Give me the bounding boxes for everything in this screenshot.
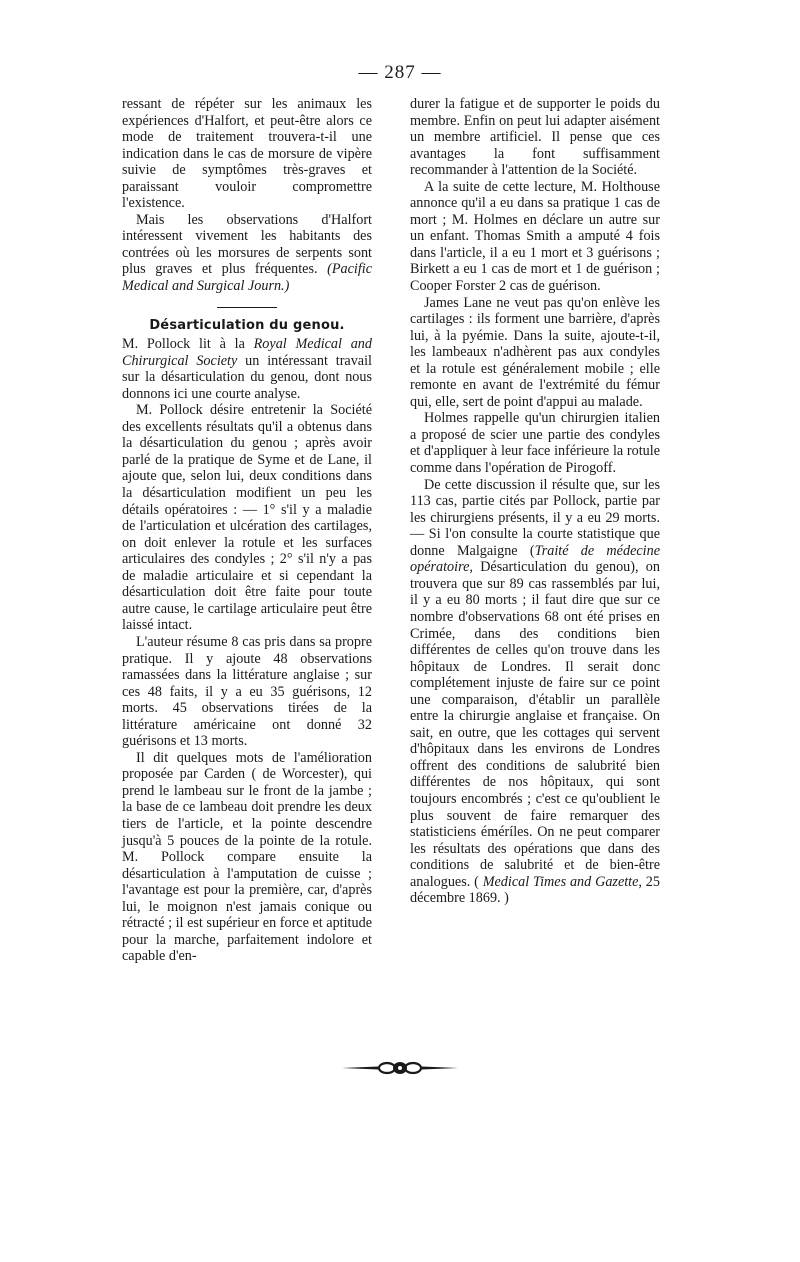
page-number: — 287 — — [358, 62, 442, 83]
paragraph-text: un intéressant travail sur la désarticulation du genou, dont nous donnons ici une courte analyse. — [122, 352, 372, 402]
end-ornament-icon — [340, 1060, 460, 1076]
section-heading: Désarticulation du genou. — [149, 317, 345, 333]
source-citation: (Pacific Medical and Surgical Journ.) — [122, 261, 372, 295]
left-column — [122, 96, 372, 965]
book-title: Traité de médecine opératoire — [410, 542, 660, 576]
paragraph-text: M. Pollock lit à la — [122, 336, 254, 353]
paragraph-text: De cette discussion il résulte que, sur les 113 cas, partie cités par Pollock, partie par les chirurgiens présents, il y a eu 29 morts. — Si l'on consulte la courte statistique que donne Malgaigne ( — [410, 476, 660, 559]
journal-name: Royal Medical and Chirurgical Society — [122, 336, 372, 369]
paragraph — [122, 212, 372, 295]
source-citation: Medical Times and Gazette — [482, 873, 639, 890]
citation-date: , 25 décembre 1869. ) — [410, 873, 660, 907]
paragraph: Holmes rappelle qu'un chirurgien italien a proposé de scier une partie des condyles et d'appliquer à leur face inférieure la rotule comme dans l'opération de Pirogoff. — [410, 410, 660, 477]
paragraph: A la suite de cette lecture, M. Holthouse annonce qu'il a eu dans sa pratique 1 cas de mort ; M. Holmes en déclare un autre sur un enfant. Thomas Smith a amputé 4 fois dans l'article, il a eu 1 mort et 3 guérisons ; Birkett a eu 1 cas de mort et 1 de guérison ; Cooper Forster 2 cas de guérison. — [410, 178, 660, 295]
paragraph: Il dit quelques mots de l'amélioration proposée par Carden ( de Worcester), qui prend le lambeau sur le front de la jambe ; la base de ce lambeau doit prendre les deux tiers de l'article, et la pointe descendre jusqu'à 5 pouces de la pointe de la rotule. M. Pollock compare ensuite la désarticulation à l'amputation de cuisse ; l'avantage est pour la première, car, d'après lui, le moignon n'est jamais conique ou rétracté ; il est supérieur en force et aptitude pour la marche, parfaitement indolore et capable d'en- — [122, 749, 372, 965]
paragraph: M. Pollock désire entretenir la Société des excellents résultats qu'il a obtenus dans la désarticulation du genou ; après avoir parlé de la pratique de Syme et de Lane, il ajoute que, selon lui, deux conditions dans la désarticulation modifient un peu les détails opératoires : — 1° s'il y a maladie de l'articulation et ulcération des cartilages, on doit enlever la rotule et les surfaces articulaires des condyles ; 2° s'il n'y a pas de maladie articulaire et si cependant la désarticulation doit être faite pour toute autre cause, le cartilage articulaire peut être laissé intact. — [122, 402, 372, 634]
paragraph — [410, 477, 660, 907]
paragraph-text: , Désarticulation du genou), on trouvera que sur 89 cas rassemblés par lui, il y a eu 80 morts ; il faut dire que sur ce nombre d'observations 68 ont été prises en Crimée, dans des conditions bien différentes de celles qu'on trouve dans les hôpitaux de Londres. Il serait donc complétement injuste de faire sur ce point une comparaison, d'établir un parallèle entre la chirurgie anglaise et française. On sait, en outre, que les cottages qui servent d'hôpitaux dans les environs de Londres offrent des conditions de salubrité bien différentes de nos hôpitaux, qui sont toujours encombrés ; c'est ce qu'oublient le plus souvent de faire remarquer des statisticiens éméríles. On ne peut comparer les résultats des opérations que dans des conditions de salubrité et de bien-être analogues. ( — [410, 559, 660, 890]
paragraph: L'auteur résume 8 cas pris dans sa propre pratique. Il y ajoute 48 observations ramassées dans la littérature anglaise ; sur ces 48 faits, il y a eu 35 guérisons, 12 morts. 45 observations tirées de la littérature américaine ont donné 32 guérisons et 13 morts. — [122, 633, 372, 750]
paragraph — [122, 336, 372, 402]
paragraph: ressant de répéter sur les animaux les expériences d'Halfort, et peut-être alors ce mode de traitement trouvera-t-il une indication dans le cas de morsure de vipère suivie de symptômes très-graves et paraissant vouloir compromettre l'existence. — [122, 96, 372, 212]
right-column — [410, 96, 660, 907]
paragraph: James Lane ne veut pas qu'on enlève les cartilages : ils forment une barrière, d'après lui, à la pyémie. Dans la suite, ajoute-t-il, les lambeaux n'adhèrent pas aux condyles et la rotule est généralement mobile ; elle remonte en avant de l'extrémité du fémur qui, elle, sert de point d'appui au malade. — [410, 294, 660, 410]
paragraph-text: Mais les observations d'Halfort intéressent vivement les habitants des contrées où les morsures de serpents sont plus graves et plus fréquentes. — [122, 211, 372, 278]
paragraph: durer la fatigue et de supporter le poids du membre. Enfin on peut lui adapter aisément un membre artificiel. Il pense que ces avantages la font suffisamment recommander à l'attention de la Société. — [410, 96, 660, 179]
section-divider — [217, 307, 277, 308]
